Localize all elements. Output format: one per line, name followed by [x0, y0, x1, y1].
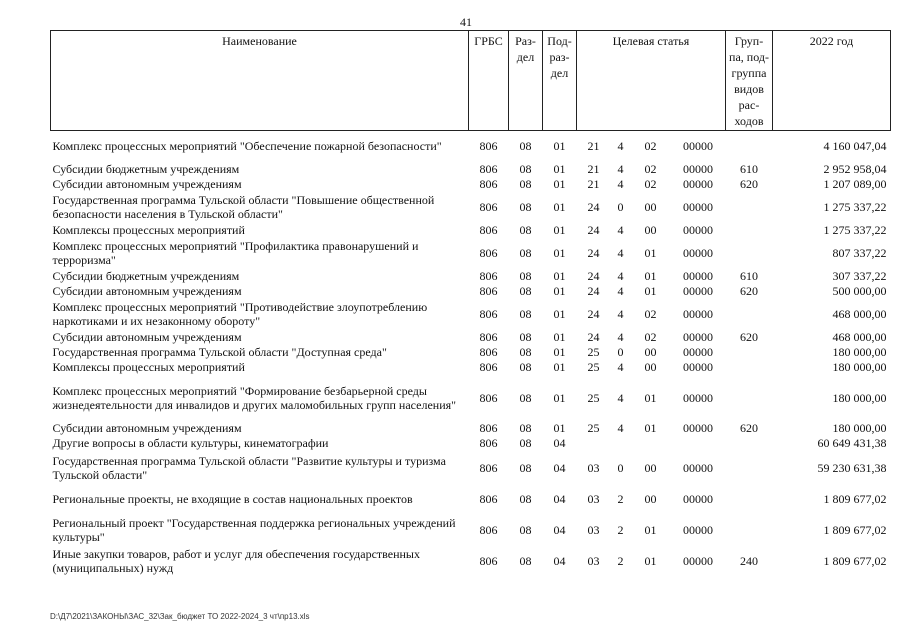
cell-t4: 00000	[683, 139, 713, 154]
cell-vr: 620	[740, 421, 758, 435]
cell-t2: 4	[617, 246, 624, 260]
cell-t3: 01	[644, 553, 657, 568]
cell-rz: 08	[519, 360, 532, 374]
cell-pr: 01	[553, 200, 566, 214]
cell-name: Другие вопросы в области культуры, кинематографии	[52, 436, 329, 450]
cell-rz: 08	[519, 390, 532, 405]
cell-t1: 21	[587, 162, 600, 176]
cell-sum: 1 809 677,02	[823, 522, 887, 537]
cell-sum: 1 207 089,00	[823, 177, 887, 191]
cell-sum: 1 809 677,02	[823, 491, 887, 506]
cell-name: Субсидии автономным учреждениям	[52, 177, 242, 191]
cell-rz: 08	[519, 200, 532, 214]
cell-t1: 03	[587, 553, 600, 568]
cell-vr	[726, 375, 773, 421]
cell-t1: 24	[587, 200, 600, 214]
cell-t1: 24	[587, 330, 600, 344]
cell-t2: 4	[617, 177, 624, 191]
cell-pr: 01	[553, 307, 566, 321]
cell-grbs: 806	[479, 139, 498, 154]
cell-t2: 2	[617, 491, 624, 506]
cell-pr: 01	[553, 330, 566, 344]
table-row	[51, 284, 891, 299]
cell-pr: 01	[553, 246, 566, 260]
cell-vr	[726, 223, 773, 238]
cell-name: Комплекс процессных мероприятий "Профилактика правонарушений и терроризма"	[52, 239, 419, 267]
cell-name: Государственная программа Тульской области "Развитие культуры и туризма Тульской области"	[52, 453, 446, 482]
cell-t3: 02	[644, 307, 657, 321]
cell-sum: 1 275 337,22	[823, 200, 887, 214]
table-row	[51, 421, 891, 436]
table-row	[51, 269, 891, 284]
table-row	[51, 360, 891, 375]
cell-sum: 4 160 047,04	[823, 139, 887, 154]
cell-vr	[726, 192, 773, 223]
table-row	[51, 451, 891, 485]
cell-t1: 24	[587, 269, 600, 283]
cell-sum: 180 000,00	[832, 345, 887, 359]
cell-vr: 620	[740, 284, 758, 298]
cell-pr: 04	[553, 491, 566, 506]
cell-t3: 01	[644, 269, 657, 283]
cell-name: Субсидии автономным учреждениям	[52, 330, 242, 344]
cell-t4: 00000	[683, 162, 713, 176]
table-row	[51, 375, 891, 421]
cell-t1: 25	[587, 390, 600, 405]
cell-name: Региональный проект "Государственная поддержка региональных учреждений культуры"	[52, 515, 456, 544]
cell-t1: 24	[587, 246, 600, 260]
cell-pr: 01	[553, 390, 566, 405]
cell-t1: 21	[587, 139, 600, 154]
cell-sum: 500 000,00	[832, 284, 887, 298]
cell-name: Субсидии автономным учреждениям	[52, 284, 242, 298]
budget-table	[50, 30, 891, 575]
cell-t3: 00	[644, 200, 657, 214]
cell-rz: 08	[519, 421, 532, 435]
cell-t4: 00000	[683, 345, 713, 359]
cell-name: Комплекс процессных мероприятий "Обеспечение пожарной безопасности"	[52, 139, 442, 154]
cell-t3: 02	[644, 330, 657, 344]
cell-pr: 04	[553, 436, 566, 450]
cell-t3: 02	[644, 177, 657, 191]
cell-t2: 4	[617, 284, 624, 298]
cell-grbs: 806	[479, 491, 498, 506]
cell-vr	[726, 360, 773, 375]
cell-t1: 21	[587, 177, 600, 191]
cell-t4: 00000	[683, 390, 713, 405]
cell-t3: 01	[644, 246, 657, 260]
cell-t4: 00000	[683, 246, 713, 260]
cell-name: Иные закупки товаров, работ и услуг для обеспечения государственных (муниципальных) нужд	[52, 546, 420, 575]
cell-pr: 04	[553, 460, 566, 475]
cell-rz: 08	[519, 330, 532, 344]
cell-vr	[726, 436, 773, 451]
cell-grbs: 806	[479, 330, 498, 344]
cell-pr: 01	[553, 284, 566, 298]
cell-grbs: 806	[479, 390, 498, 405]
cell-t1: 24	[587, 284, 600, 298]
cell-sum: 807 337,22	[832, 246, 887, 260]
cell-rz: 08	[519, 345, 532, 359]
cell-t1: 24	[587, 307, 600, 321]
table-row	[51, 345, 891, 360]
cell-rz: 08	[519, 223, 532, 237]
cell-vr	[726, 131, 773, 162]
cell-t4: 00000	[683, 177, 713, 191]
cell-grbs: 806	[479, 162, 498, 176]
cell-t4: 00000	[683, 491, 713, 506]
table-row	[51, 485, 891, 513]
cell-rz: 08	[519, 522, 532, 537]
cell-rz: 08	[519, 553, 532, 568]
cell-t2: 2	[617, 522, 624, 537]
cell-pr: 01	[553, 139, 566, 154]
page-number: 41	[460, 15, 472, 29]
cell-grbs: 806	[479, 307, 498, 321]
cell-pr: 01	[553, 269, 566, 283]
cell-t4	[671, 436, 726, 451]
cell-t4: 00000	[683, 223, 713, 237]
cell-name: Региональные проекты, не входящие в состав национальных проектов	[52, 491, 413, 506]
cell-name: Комплекс процессных мероприятий "Формирование безбарьерной среды жизнедеятельности для инвалидов и других маломобильных групп населения"	[52, 383, 457, 412]
cell-pr: 01	[553, 421, 566, 435]
table-row	[51, 131, 891, 162]
cell-grbs: 806	[479, 246, 498, 260]
cell-t1: 24	[587, 223, 600, 237]
cell-rz: 08	[519, 307, 532, 321]
cell-name: Субсидии бюджетным учреждениям	[52, 162, 240, 176]
cell-vr: 620	[740, 177, 758, 191]
header-target: Целевая статья	[577, 31, 726, 131]
cell-t2: 4	[617, 162, 624, 176]
cell-t3: 02	[644, 162, 657, 176]
cell-t2: 4	[617, 269, 624, 283]
cell-grbs: 806	[479, 177, 498, 191]
file-path-footer: D:\Д7\2021\ЗАКОНЫ\ЗАС_32\Зак_бюджет ТО 2022-2024_3 чт\пр13.xls	[50, 612, 310, 621]
cell-vr	[726, 513, 773, 547]
cell-rz: 08	[519, 162, 532, 176]
cell-t2: 0	[617, 345, 624, 359]
cell-t1: 03	[587, 460, 600, 475]
cell-sum: 60 649 431,38	[817, 436, 887, 450]
cell-name: Государственная программа Тульской области "Доступная среда"	[52, 345, 387, 359]
cell-rz: 08	[519, 269, 532, 283]
cell-pr: 01	[553, 345, 566, 359]
cell-t3: 00	[644, 491, 657, 506]
cell-rz: 08	[519, 491, 532, 506]
cell-pr: 01	[553, 223, 566, 237]
cell-t4: 00000	[683, 284, 713, 298]
cell-pr: 04	[553, 522, 566, 537]
cell-t1: 03	[587, 522, 600, 537]
table-row	[51, 223, 891, 238]
cell-t4: 00000	[683, 553, 713, 568]
cell-t2: 4	[617, 421, 624, 435]
cell-pr: 01	[553, 360, 566, 374]
cell-sum: 59 230 631,38	[817, 460, 887, 475]
header-razdel: Раз- дел	[509, 31, 543, 131]
cell-sum: 1 275 337,22	[823, 223, 887, 237]
cell-name: Субсидии бюджетным учреждениям	[52, 269, 240, 283]
table-row	[51, 177, 891, 192]
cell-vr: 610	[740, 269, 758, 283]
cell-rz: 08	[519, 246, 532, 260]
cell-pr: 04	[553, 553, 566, 568]
cell-t2: 4	[617, 360, 624, 374]
cell-t4: 00000	[683, 200, 713, 214]
cell-t3: 00	[644, 360, 657, 374]
cell-sum: 468 000,00	[832, 307, 887, 321]
cell-vr: 240	[740, 553, 758, 568]
cell-t1: 25	[587, 421, 600, 435]
cell-t2: 4	[617, 390, 624, 405]
cell-sum: 2 952 958,04	[823, 162, 887, 176]
cell-rz: 08	[519, 460, 532, 475]
cell-t3: 01	[644, 390, 657, 405]
cell-t3: 01	[644, 522, 657, 537]
cell-t1	[577, 436, 611, 451]
cell-vr	[726, 485, 773, 513]
cell-t3: 01	[644, 421, 657, 435]
cell-t4: 00000	[683, 269, 713, 283]
table-row	[51, 192, 891, 223]
cell-grbs: 806	[479, 284, 498, 298]
header-year: 2022 год	[773, 31, 891, 131]
cell-sum: 468 000,00	[832, 330, 887, 344]
cell-grbs: 806	[479, 460, 498, 475]
cell-t3	[631, 436, 671, 451]
cell-grbs: 806	[479, 522, 498, 537]
cell-vr: 610	[740, 162, 758, 176]
cell-name: Субсидии автономным учреждениям	[52, 421, 242, 435]
header-group: Груп- па, под- группа видов рас- ходов	[726, 31, 773, 131]
cell-t4: 00000	[683, 330, 713, 344]
cell-sum: 180 000,00	[832, 390, 887, 405]
cell-t2: 4	[617, 139, 624, 154]
table-row	[51, 436, 891, 451]
cell-vr	[726, 299, 773, 330]
table-row	[51, 162, 891, 177]
cell-name: Комплекс процессных мероприятий "Противодействие злоупотреблению наркотиками и их незаконному обороту"	[52, 300, 428, 328]
cell-t4: 00000	[683, 522, 713, 537]
cell-t1: 25	[587, 360, 600, 374]
cell-sum: 307 337,22	[832, 269, 887, 283]
cell-t2: 2	[617, 553, 624, 568]
cell-pr: 01	[553, 177, 566, 191]
cell-t3: 01	[644, 284, 657, 298]
header-name: Наименование	[51, 31, 469, 131]
cell-name: Комплексы процессных мероприятий	[52, 223, 245, 237]
cell-t4: 00000	[683, 360, 713, 374]
cell-vr	[726, 451, 773, 485]
cell-name: Комплексы процессных мероприятий	[52, 360, 245, 374]
table-row	[51, 299, 891, 330]
cell-t4: 00000	[683, 421, 713, 435]
cell-grbs: 806	[479, 223, 498, 237]
table-body	[51, 131, 891, 575]
cell-grbs: 806	[479, 345, 498, 359]
cell-rz: 08	[519, 284, 532, 298]
cell-t2: 4	[617, 307, 624, 321]
header-podrazdel: Под- раз- дел	[543, 31, 577, 131]
table-row	[51, 330, 891, 345]
cell-pr: 01	[553, 162, 566, 176]
cell-sum: 180 000,00	[832, 421, 887, 435]
cell-t1: 25	[587, 345, 600, 359]
cell-t3: 00	[644, 460, 657, 475]
cell-t2: 0	[617, 460, 624, 475]
cell-rz: 08	[519, 177, 532, 191]
cell-rz: 08	[519, 436, 532, 450]
cell-sum: 1 809 677,02	[823, 553, 887, 568]
cell-grbs: 806	[479, 553, 498, 568]
cell-grbs: 806	[479, 360, 498, 374]
cell-t2	[611, 436, 631, 451]
cell-t3: 02	[644, 139, 657, 154]
table-row	[51, 513, 891, 547]
cell-sum: 180 000,00	[832, 360, 887, 374]
table-row	[51, 238, 891, 269]
cell-grbs: 806	[479, 200, 498, 214]
cell-t2: 0	[617, 200, 624, 214]
cell-vr	[726, 238, 773, 269]
cell-vr	[726, 345, 773, 360]
cell-name: Государственная программа Тульской области "Повышение общественной безопасности населения в Тульской области"	[52, 193, 435, 221]
cell-t4: 00000	[683, 460, 713, 475]
cell-rz: 08	[519, 139, 532, 154]
cell-t2: 4	[617, 330, 624, 344]
cell-t3: 00	[644, 223, 657, 237]
cell-t2: 4	[617, 223, 624, 237]
cell-t3: 00	[644, 345, 657, 359]
cell-vr: 620	[740, 330, 758, 344]
cell-grbs: 806	[479, 421, 498, 435]
cell-t1: 03	[587, 491, 600, 506]
cell-grbs: 806	[479, 269, 498, 283]
header-grbs: ГРБС	[469, 31, 509, 131]
cell-grbs: 806	[479, 436, 498, 450]
table-row	[51, 547, 891, 575]
cell-t4: 00000	[683, 307, 713, 321]
